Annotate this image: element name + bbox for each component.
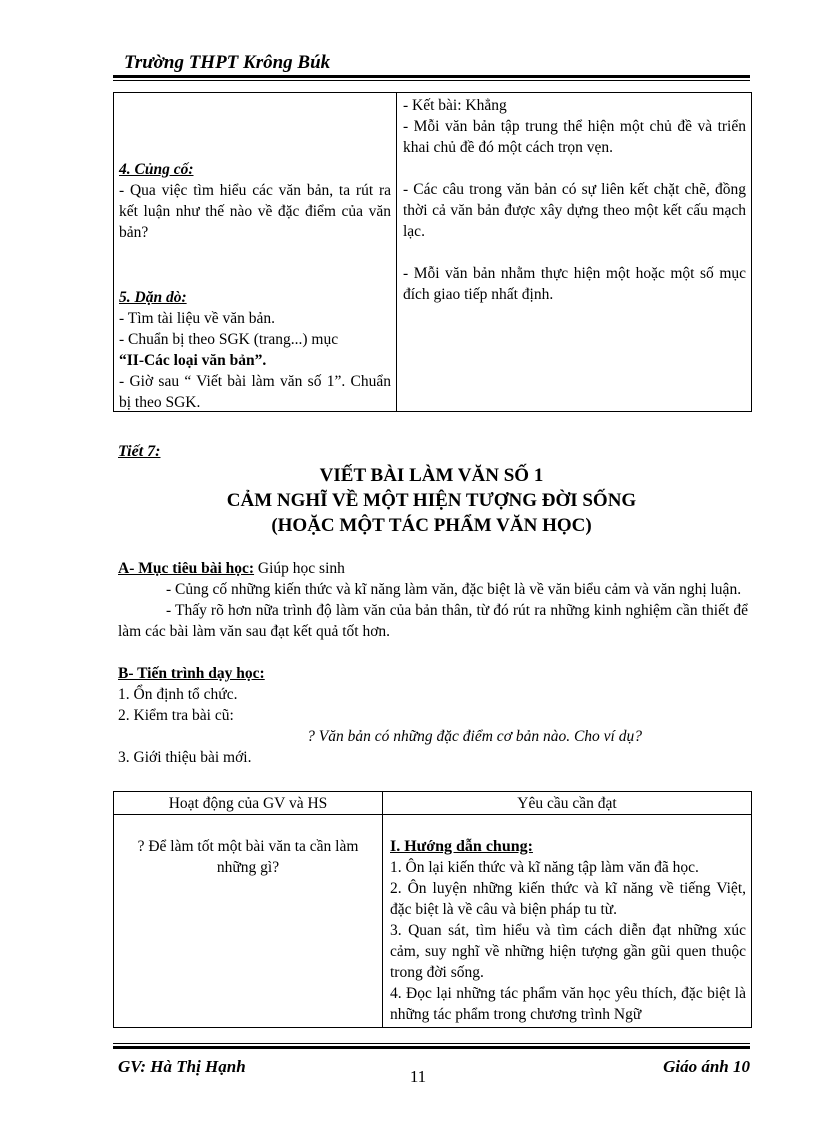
section-a xyxy=(118,558,748,642)
lesson-subtitle: CẢM NGHĨ VỀ MỘT HIỆN TƯỢNG ĐỜI SỐNG xyxy=(226,490,637,511)
homework-item: “II-Các loại văn bản”. xyxy=(119,352,267,369)
section-a-label: A- Mục tiêu bài học: xyxy=(118,560,255,577)
homework-item: - Chuẩn bị theo SGK (trang...) mục xyxy=(119,331,339,348)
footer-rule-thick xyxy=(113,1046,750,1049)
feature-point: - Mỗi văn bản tập trung thể hiện một chủ đề và triển khai chủ đề đó một cách trọn vẹn. xyxy=(403,118,746,156)
header-rule-thin xyxy=(113,80,750,81)
consolidation-question: - Qua việc tìm hiểu các văn bản, ta rút ra kết luận như thế nào về đặc điểm của văn bản? xyxy=(119,182,391,241)
requirement-item: 3. Quan sát, tìm hiểu và tìm cách diễn đạt những xúc cảm, suy nghĩ về những hiện tượng gần gũi quen thuộc trong đời sống. xyxy=(390,922,746,981)
procedure-step: 1. Ổn định tổ chức. xyxy=(118,686,238,703)
lesson-number: Tiết 7: xyxy=(118,443,161,460)
requirement-cell xyxy=(390,836,746,1025)
procedure-step: 2. Kiểm tra bài cũ: xyxy=(118,707,234,724)
footer-rule-thin xyxy=(113,1043,750,1044)
teacher-question: ? Để làm tốt một bài văn ta cần làm những gì? xyxy=(137,838,359,876)
section-b-label: B- Tiến trình dạy học: xyxy=(118,665,265,682)
header-rule-thick xyxy=(113,75,750,78)
objective-item: - Thấy rõ hơn nữa trình độ làm văn của bản thân, từ đó rút ra những kinh nghiệm cần thiết để làm các bài làm văn sau đạt kết quả tốt hơn. xyxy=(118,602,748,640)
review-question: ? Văn bản có những đặc điểm cơ bản nào. Cho ví dụ? xyxy=(307,728,642,745)
requirement-item: 4. Đọc lại những tác phẩm văn học yêu thích, đặc biệt là những tác phẩm trong chương trình Ngữ xyxy=(390,985,746,1023)
lesson-title: VIẾT BÀI LÀM VĂN SỐ 1 xyxy=(319,465,544,486)
requirement-heading: I. Hướng dẫn chung: xyxy=(390,838,533,855)
table-divider xyxy=(382,792,383,1027)
lesson-subtitle: (HOẶC MỘT TÁC PHẨM VĂN HỌC) xyxy=(271,515,592,536)
section-b xyxy=(118,663,748,768)
homework-heading: 5. Dặn dò: xyxy=(119,289,187,306)
homework-item: - Tìm tài liệu về văn bản. xyxy=(119,310,275,327)
page-number: 11 xyxy=(409,1067,427,1086)
teacher-name: GV: Hà Thị Hạnh xyxy=(118,1057,246,1076)
continuation-table xyxy=(113,92,752,412)
header-activity: Hoạt động của GV và HS xyxy=(168,795,328,812)
objective-item: - Củng cố những kiến thức và kĩ năng làm văn, đặc biệt là về văn biểu cảm và văn nghị luận. xyxy=(166,581,742,598)
consolidation-heading: 4. Củng cố: xyxy=(119,161,194,178)
procedure-step: 3. Giới thiệu bài mới. xyxy=(118,749,252,766)
requirement-item: 1. Ôn lại kiến thức và kĩ năng tập làm văn đã học. xyxy=(390,859,699,876)
consolidation-cell xyxy=(119,159,391,243)
section-a-intro: Giúp học sinh xyxy=(254,560,345,577)
header-requirement: Yêu cầu cần đạt xyxy=(517,795,617,812)
activity-table xyxy=(113,791,752,1028)
school-name: Trường THPT Krông Búk xyxy=(124,52,331,73)
conclusion-text: - Kết bài: Khẳng xyxy=(403,97,507,114)
table-divider xyxy=(396,93,397,411)
homework-cell xyxy=(119,287,391,413)
document-label: Giáo ánh 10 xyxy=(663,1057,750,1076)
feature-point: - Các câu trong văn bản có sự liên kết chặt chẽ, đồng thời cả văn bản được xây dựng theo một kết cấu mạch lạc. xyxy=(403,181,746,240)
requirement-item: 2. Ôn luyện những kiến thức và kĩ năng về tiếng Việt, đặc biệt là về câu và biện pháp tu từ. xyxy=(390,880,746,918)
feature-point: - Mỗi văn bản nhằm thực hiện một hoặc một số mục đích giao tiếp nhất định. xyxy=(403,265,746,303)
homework-item: - Giờ sau “ Viết bài làm văn số 1”. Chuẩn bị theo SGK. xyxy=(119,373,391,411)
